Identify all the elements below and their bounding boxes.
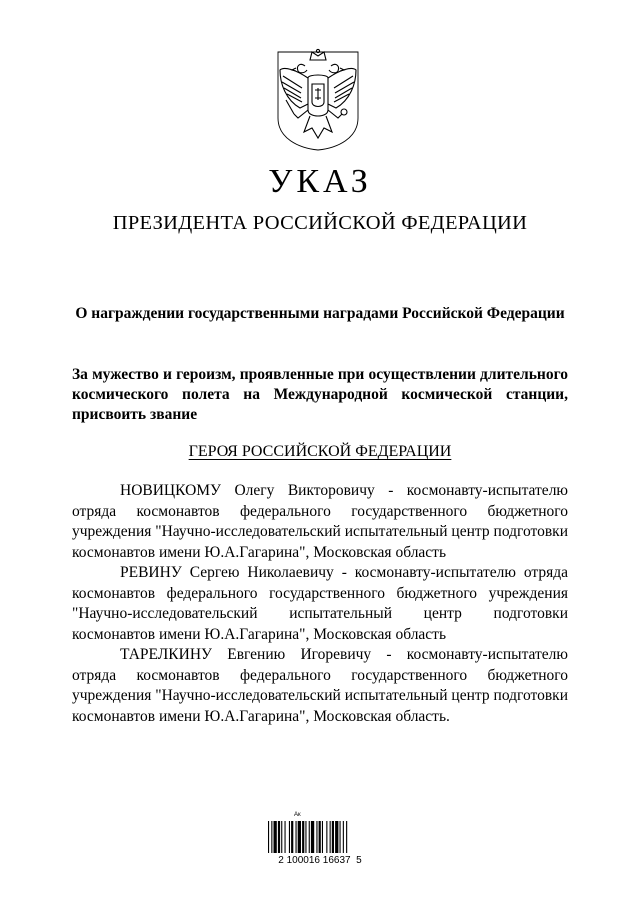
award-title	[0, 442, 640, 462]
barcode-bar	[322, 821, 323, 853]
barcode-bar	[296, 821, 297, 853]
recipient-list	[72, 481, 568, 727]
barcode-bar	[332, 821, 334, 853]
award-title-text: ГЕРОЯ РОССИЙСКОЙ ФЕДЕРАЦИИ	[188, 443, 452, 460]
barcode-bar	[316, 821, 317, 853]
barcode-bar	[285, 821, 286, 853]
recipient-surname: ТАРЕЛКИНУ	[120, 646, 212, 663]
barcode-bar	[305, 821, 306, 853]
decree-preamble: За мужество и героизм, проявленные при осуществлении длительного космического полета на Международной космической станции, присвоить звание	[72, 366, 568, 423]
barcode-bar	[289, 821, 290, 853]
barcode-bar	[311, 821, 314, 853]
barcode-bar	[326, 821, 327, 853]
recipient-entry	[72, 481, 568, 563]
barcode-mark: Ак	[294, 812, 301, 818]
recipient-entry	[72, 563, 568, 645]
barcode-bar	[281, 821, 282, 853]
document-subtitle: ПРЕЗИДЕНТА РОССИЙСКОЙ ФЕДЕРАЦИИ	[112, 212, 528, 234]
barcode-bar	[278, 821, 280, 853]
barcode-bar	[302, 821, 304, 853]
recipient-details: Олегу Викторовичу - космонавту-испытателю отряда космонавтов федерального государственного бюджетного учреждения "Научно-исследовательский испытательный центр подготовки космонавтов имени Ю.А.Гагарина", Московская область	[72, 482, 569, 561]
russian-coat-of-arms-icon	[274, 48, 362, 152]
recipient-entry	[72, 645, 568, 727]
barcode-bar	[346, 821, 347, 853]
recipient-surname: РЕВИНУ	[120, 564, 182, 581]
barcode-icon	[268, 821, 372, 853]
barcode-bar	[340, 821, 341, 853]
barcode-bar	[268, 821, 269, 853]
barcode	[262, 812, 378, 868]
barcode-bar	[319, 821, 321, 853]
barcode-number: 2 100016 16637 5	[278, 855, 362, 866]
decree-subject: О награждении государственными наградами Российской Федерации	[75, 305, 565, 322]
barcode-bar	[274, 821, 277, 853]
barcode-bar	[309, 821, 310, 853]
barcode-bar	[330, 821, 331, 853]
barcode-bar	[271, 821, 272, 853]
barcode-bar	[343, 821, 344, 853]
barcode-bar	[291, 821, 293, 853]
recipient-details: Евгению Игоревичу - космонавту-испытателю отряда космонавтов федерального государственного бюджетного учреждения "Научно-исследовательский испытательный центр подготовки космонавтов имени Ю.А.Гагарина", Московская область.	[72, 646, 568, 725]
barcode-bar	[335, 821, 338, 853]
barcode-bar	[298, 821, 301, 853]
document-title: УКАЗ	[268, 163, 372, 200]
recipient-surname: НОВИЦКОМУ	[120, 482, 222, 499]
recipient-details: Сергею Николаевичу - космонавту-испытателю отряда космонавтов федерального государственного бюджетного учреждения "Научно-исследовательский испытательный центр подготовки космонавтов имени Ю.А.Гагарина", Московская область	[72, 564, 569, 643]
